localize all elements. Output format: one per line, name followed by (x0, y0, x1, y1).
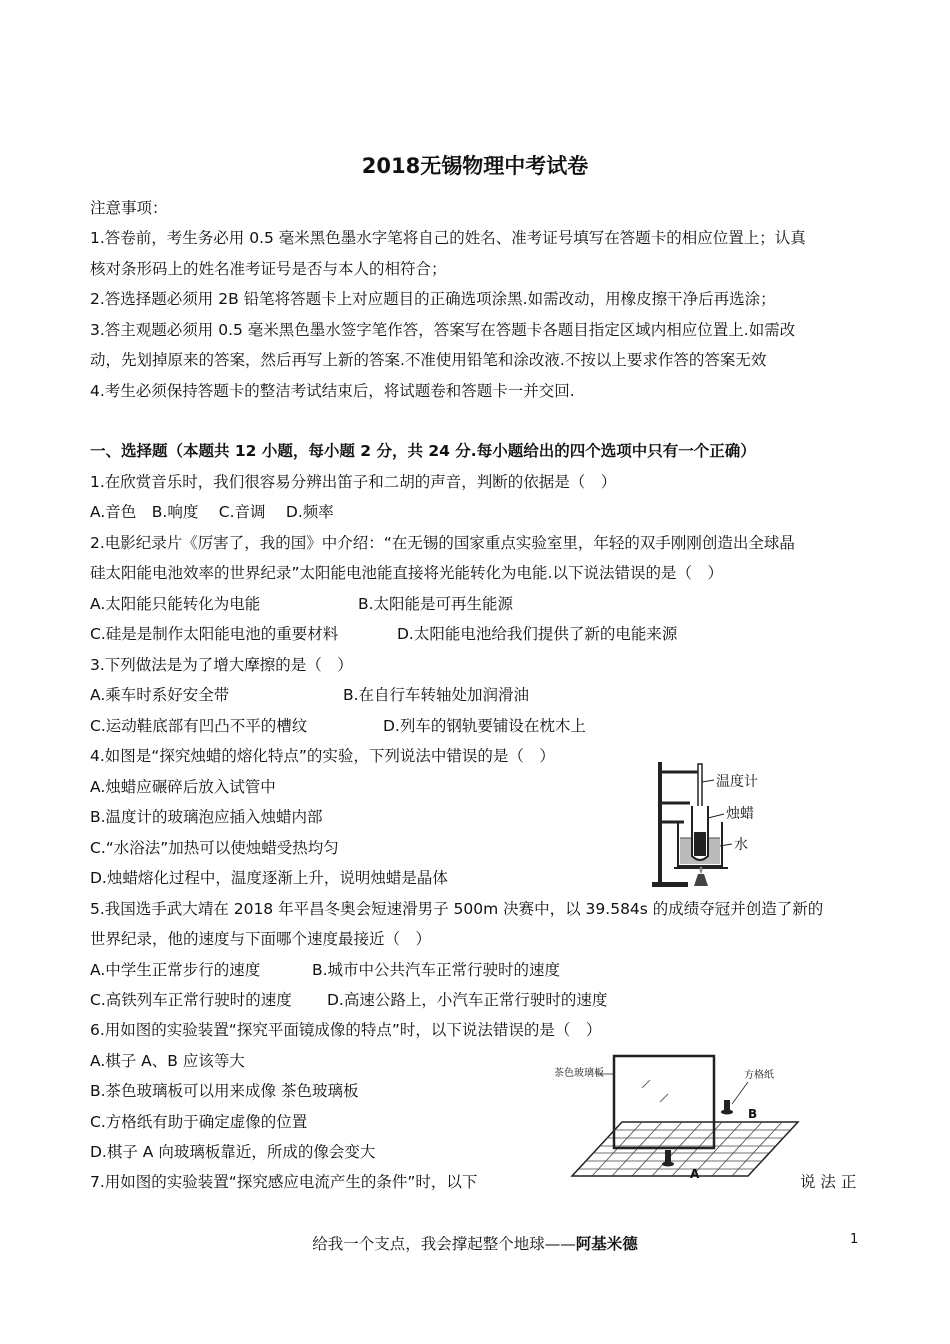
piece-a-base (662, 1162, 674, 1167)
q4-option-c: C.“水浴法”加热可以使烛蜡受热均匀 (90, 839, 339, 857)
q2-option-a: A.太阳能只能转化为电能 (90, 595, 261, 613)
grid-pointer (732, 1082, 748, 1104)
q3-option-c: C.运动鞋底部有凹凸不平的槽纹 (90, 717, 308, 735)
q5-stem-2: 世界纪录，他的速度与下面哪个速度最接近（ ） (90, 930, 432, 948)
q1-stem: 1.在欣赏音乐时，我们很容易分辨出笛子和二胡的声音，判断的依据是（ ） (90, 473, 617, 491)
thermometer-pointer (702, 780, 714, 782)
q2-option-b: B.太阳能是可再生能源 (358, 595, 514, 613)
notice-heading: 注意事项： (90, 199, 168, 217)
q3-stem: 3.下列做法是为了增大摩擦的是（ ） (90, 656, 353, 674)
water-label: 水 (734, 837, 748, 853)
wax-melting-figure (648, 758, 788, 894)
stand-rod (658, 762, 662, 886)
q5-option-a: A.中学生正常步行的速度 (90, 961, 261, 979)
q4-option-d: D.烛蜡熔化过程中，温度逐渐上升，说明烛蜡是晶体 (90, 869, 448, 887)
q7-stem-end: 说 法 正 (800, 1173, 857, 1191)
q6-option-b: B.茶色玻璃板可以用来成像 茶色玻璃板 (90, 1082, 359, 1100)
notice-line-1: 1.答卷前，考生务必用 0.5 毫米黑色墨水字笔将自己的姓名、准考证号填写在答题卡的相应位置上；认真 (90, 229, 806, 247)
section-heading: 一、选择题（本题共 12 小题，每小题 2 分，共 24 分.每小题给出的四个选项中只有一个正确） (90, 442, 756, 460)
q5-option-c: C.高铁列车正常行驶时的速度 (90, 991, 292, 1009)
glass-glare-2 (660, 1094, 668, 1102)
q1-options: A.音色 B.响度 C.音调 D.频率 (90, 503, 334, 521)
q2-option-d: D.太阳能电池给我们提供了新的电能来源 (397, 625, 678, 643)
burner-icon (694, 874, 708, 886)
plane-mirror-figure (552, 1048, 812, 1188)
footer-quote: 给我一个支点，我会撑起整个地球—— (312, 1235, 576, 1253)
page-footer (0, 1232, 950, 1254)
q6-option-d: D.棋子 A 向玻璃板靠近，所成的像会变大 (90, 1143, 376, 1161)
page-number: 1 (850, 1232, 859, 1247)
q6-option-a: A.棋子 A、B 应该等大 (90, 1052, 245, 1070)
q5-stem-1: 5.我国选手武大靖在 2018 年平昌冬奥会短速滑男子 500m 决赛中，以 39.584s 的成绩夺冠并创造了新的 (90, 900, 824, 918)
thermometer-label: 温度计 (716, 774, 758, 790)
q4-stem: 4.如图是“探究烛蜡的熔化特点”的实验，下列说法中错误的是（ ） (90, 747, 555, 765)
q7-stem: 7.用如图的实验装置“探究感应电流产生的条件”时，以下 (90, 1173, 478, 1191)
wax-label: 烛蜡 (726, 806, 754, 822)
footer-author: 阿基米德 (575, 1234, 638, 1253)
q4-option-b: B.温度计的玻璃泡应插入烛蜡内部 (90, 808, 323, 826)
q5-option-d: D.高速公路上，小汽车正常行驶时的速度 (327, 991, 608, 1009)
notice-line-6: 4.考生必须保持答题卡的整洁考试结束后，将试题卷和答题卡一并交回. (90, 382, 575, 400)
grid-label: 方格纸 (744, 1070, 774, 1081)
q3-option-b: B.在自行车转轴处加润滑油 (343, 686, 530, 704)
q3-option-a: A.乘车时系好安全带 (90, 686, 230, 704)
glass-glare-1 (642, 1080, 650, 1088)
q2-stem-1: 2.电影纪录片《厉害了，我的国》中介绍：“在无锡的国家重点实验室里，年轻的双手刚刚创造出全球晶 (90, 534, 795, 552)
piece-b-label: B (748, 1107, 758, 1121)
q5-option-b: B.城市中公共汽车正常行驶时的速度 (312, 961, 561, 979)
notice-line-2: 核对条形码上的姓名准考证号是否与本人的相符合； (90, 260, 447, 278)
page-title: 2018无锡物理中考试卷 (361, 154, 589, 178)
q2-option-c: C.硅是是制作太阳能电池的重要材料 (90, 625, 339, 643)
q4-option-a: A.烛蜡应碾碎后放入试管中 (90, 778, 276, 796)
q2-stem-2: 硅太阳能电池效率的世界纪录”太阳能电池能直接将光能转化为电能.以下说法错误的是（ ） (90, 564, 723, 582)
stand-base (652, 882, 688, 887)
piece-a-label: A (690, 1167, 700, 1181)
notice-line-4: 3.答主观题必须用 0.5 毫米黑色墨水签字笔作答，答案写在答题卡各题目指定区域内相应位置上.如需改 (90, 321, 796, 339)
q6-option-c: C.方格纸有助于确定虚像的位置 (90, 1113, 308, 1131)
wax-fill (694, 832, 706, 856)
notice-line-3: 2.答选择题必须用 2B 铅笔将答题卡上对应题目的正确选项涂黑.如需改动，用橡皮擦干净后再选涂； (90, 290, 776, 308)
piece-b-base (721, 1110, 733, 1115)
q6-stem: 6.用如图的实验装置“探究平面镜成像的特点”时，以下说法错误的是（ ） (90, 1021, 602, 1039)
glass-label: 茶色玻璃板 (554, 1068, 604, 1079)
wax-pointer (708, 814, 724, 818)
notice-line-5: 动，先划掉原来的答案，然后再写上新的答案.不准使用铅笔和涂改液.不按以上要求作答的答案无效 (90, 351, 767, 369)
q3-option-d: D.列车的钢轨要铺设在枕木上 (383, 717, 586, 735)
